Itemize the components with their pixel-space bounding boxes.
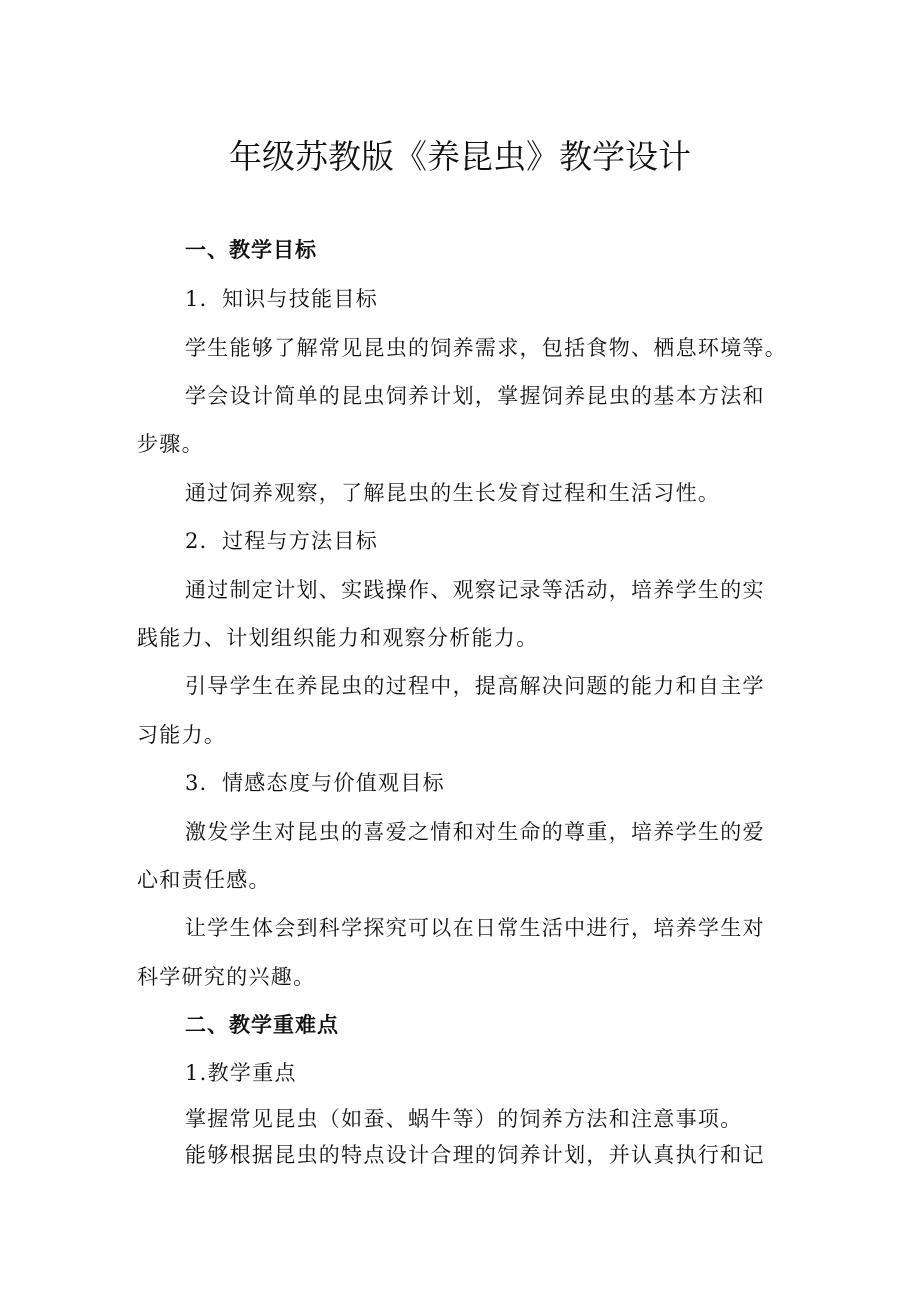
- paragraph-line: 学生能够了解常见昆虫的饲养需求，包括食物、栖息环境等。: [185, 336, 788, 360]
- section-heading-teaching-goals: 一、教学目标: [185, 238, 317, 262]
- paragraph-line: 通过饲养观察，了解昆虫的生长发育过程和生活习性。: [185, 481, 721, 505]
- paragraph-line: 心和责任感。: [137, 868, 271, 892]
- paragraph-line: 学会设计简单的昆虫饲养计划，掌握饲养昆虫的基本方法和: [185, 384, 765, 408]
- paragraph-line: 习能力。: [137, 723, 227, 747]
- section-heading-key-difficult-points: 二、教学重难点: [185, 1013, 339, 1037]
- subheading-knowledge-skills: 1．知识与技能目标: [185, 287, 379, 311]
- paragraph-line: 步骤。: [137, 432, 204, 456]
- subheading-attitude-values: 3．情感态度与价值观目标: [185, 771, 445, 795]
- paragraph-line: 激发学生对昆虫的喜爱之情和对生命的尊重，培养学生的爱: [185, 820, 765, 844]
- subheading-teaching-focus: 1.教学重点: [185, 1061, 297, 1085]
- paragraph-line: 践能力、计划组织能力和观察分析能力。: [137, 626, 539, 650]
- document-title: 年级苏教版《养昆虫》教学设计: [229, 137, 691, 176]
- paragraph-line: 掌握常见昆虫（如蚕、蜗牛等）的饲养方法和注意事项。: [185, 1107, 743, 1131]
- paragraph-line: 引导学生在养昆虫的过程中，提高解决问题的能力和自主学: [185, 674, 765, 698]
- paragraph-line: 让学生体会到科学探究可以在日常生活中进行，培养学生对: [185, 916, 765, 940]
- paragraph-line: 科学研究的兴趣。: [137, 965, 316, 989]
- subheading-process-methods: 2．过程与方法目标: [185, 529, 379, 553]
- paragraph-line: 能够根据昆虫的特点设计合理的饲养计划，并认真执行和记: [185, 1143, 765, 1167]
- paragraph-line: 通过制定计划、实践操作、观察记录等活动，培养学生的实: [185, 578, 765, 602]
